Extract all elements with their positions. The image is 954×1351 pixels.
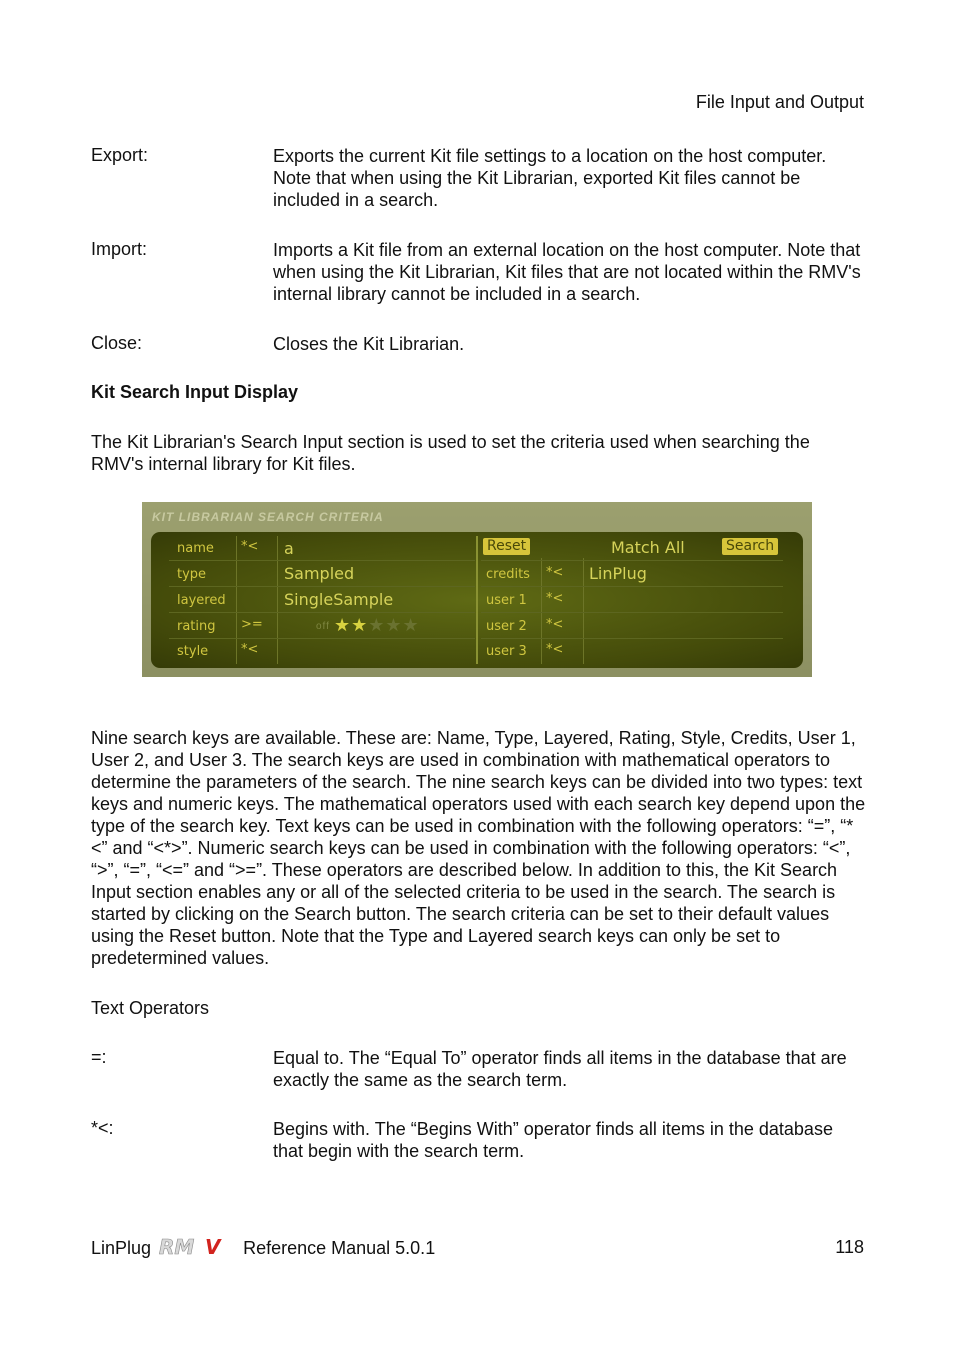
definition-import	[91, 239, 864, 305]
definition-desc: Begins with. The “Begins With” operator finds all items in the database that begin with the search term.	[273, 1119, 833, 1161]
reset-button[interactable]: Reset	[483, 538, 530, 555]
definition-desc: Exports the current Kit file settings to a location on the host computer. Note that when using the Kit Librarian, exported Kit files cannot be included in a search.	[273, 146, 827, 210]
op-user-1[interactable]: *<	[546, 591, 564, 606]
key-user-3: user 3	[486, 644, 527, 659]
running-header: File Input and Output	[695, 92, 864, 112]
definition-equal	[91, 1047, 864, 1091]
definition-term: *<:	[91, 1118, 114, 1138]
subheading-text-operators: Text Operators	[91, 998, 210, 1018]
kit-search-panel-image	[142, 502, 812, 677]
search-criteria-grid	[151, 532, 803, 668]
star-filled-icon[interactable]: ★★	[333, 615, 369, 635]
definition-begins-with	[91, 1118, 864, 1162]
match-all-toggle[interactable]: Match All	[611, 538, 685, 557]
definition-desc: Equal to. The “Equal To” operator finds all items in the database that are exactly the same as the search term.	[273, 1048, 847, 1090]
key-layered: layered	[177, 593, 226, 608]
body-paragraph: Nine search keys are available. These are: Name, Type, Layered, Rating, Style, Credits, User 1, User 2, and User 3. The search keys are used in combination with mathematical operators to determine the parameters of the search. The nine search keys can be divided into two types: text keys and numeric keys. The mathematical operators used with each search key depend upon the type of the search key. Text keys can be used in combination with the following operators: “=”, “*<” and “<*>”. Numeric search keys can be used in combination with the following operators: “<”, “>”, “=”, “<=” and “>=”. These operators are described below. In addition to this, the Kit Search Input section enables any or all of the selected criteria to be used in the search. The search is started by clicking on the Search button. The search criteria can be set to their default values using the Reset button. Note that the Type and Layered search keys can only be set to predetermined values.	[91, 728, 866, 968]
op-user-2[interactable]: *<	[546, 617, 564, 632]
op-user-3[interactable]: *<	[546, 642, 564, 657]
page-number: 118	[835, 1237, 864, 1257]
star-empty-icon[interactable]: ★★★	[368, 615, 420, 635]
search-button[interactable]: Search	[722, 538, 778, 555]
svg-text:V: V	[205, 1237, 221, 1257]
rating-stars[interactable]	[316, 615, 420, 636]
key-credits: credits	[486, 567, 530, 582]
op-rating[interactable]: >=	[241, 617, 263, 632]
definition-term: =:	[91, 1047, 107, 1067]
definition-desc: Imports a Kit file from an external location on the host computer. Note that when using the Kit Librarian, Kit files that are not located within the RMV's internal library cannot be included in a search.	[273, 240, 861, 304]
op-style[interactable]: *<	[241, 642, 259, 657]
value-layered[interactable]: SingleSample	[284, 590, 394, 609]
key-type: type	[177, 567, 207, 582]
panel-title: KIT LIBRARIAN SEARCH CRITERIA	[152, 510, 384, 524]
definition-term: Export:	[91, 145, 149, 165]
definition-term: Import:	[91, 239, 148, 259]
definition-export	[91, 145, 864, 211]
section-heading: Kit Search Input Display	[91, 382, 299, 402]
key-user-1: user 1	[486, 593, 527, 608]
op-credits[interactable]: *<	[546, 565, 564, 580]
footer-manual: Reference Manual 5.0.1	[243, 1238, 436, 1258]
definition-close	[91, 333, 864, 355]
key-rating: rating	[177, 619, 216, 634]
footer-brand: LinPlug	[91, 1238, 152, 1258]
value-type[interactable]: Sampled	[284, 564, 355, 583]
value-credits[interactable]: LinPlug	[589, 564, 647, 583]
op-name[interactable]: *<	[241, 539, 259, 554]
definition-desc: Closes the Kit Librarian.	[273, 334, 465, 354]
key-user-2: user 2	[486, 619, 527, 634]
key-name: name	[177, 541, 214, 556]
rmv-logo	[159, 1237, 235, 1257]
intro-paragraph: The Kit Librarian's Search Input section is used to set the criteria used when searching the RMV's internal library for Kit files.	[91, 432, 810, 474]
key-style: style	[177, 644, 209, 659]
rating-off-label[interactable]: off	[316, 621, 330, 632]
definition-term: Close:	[91, 333, 143, 353]
value-name[interactable]: a	[284, 539, 294, 558]
svg-text:RM: RM	[159, 1237, 195, 1257]
